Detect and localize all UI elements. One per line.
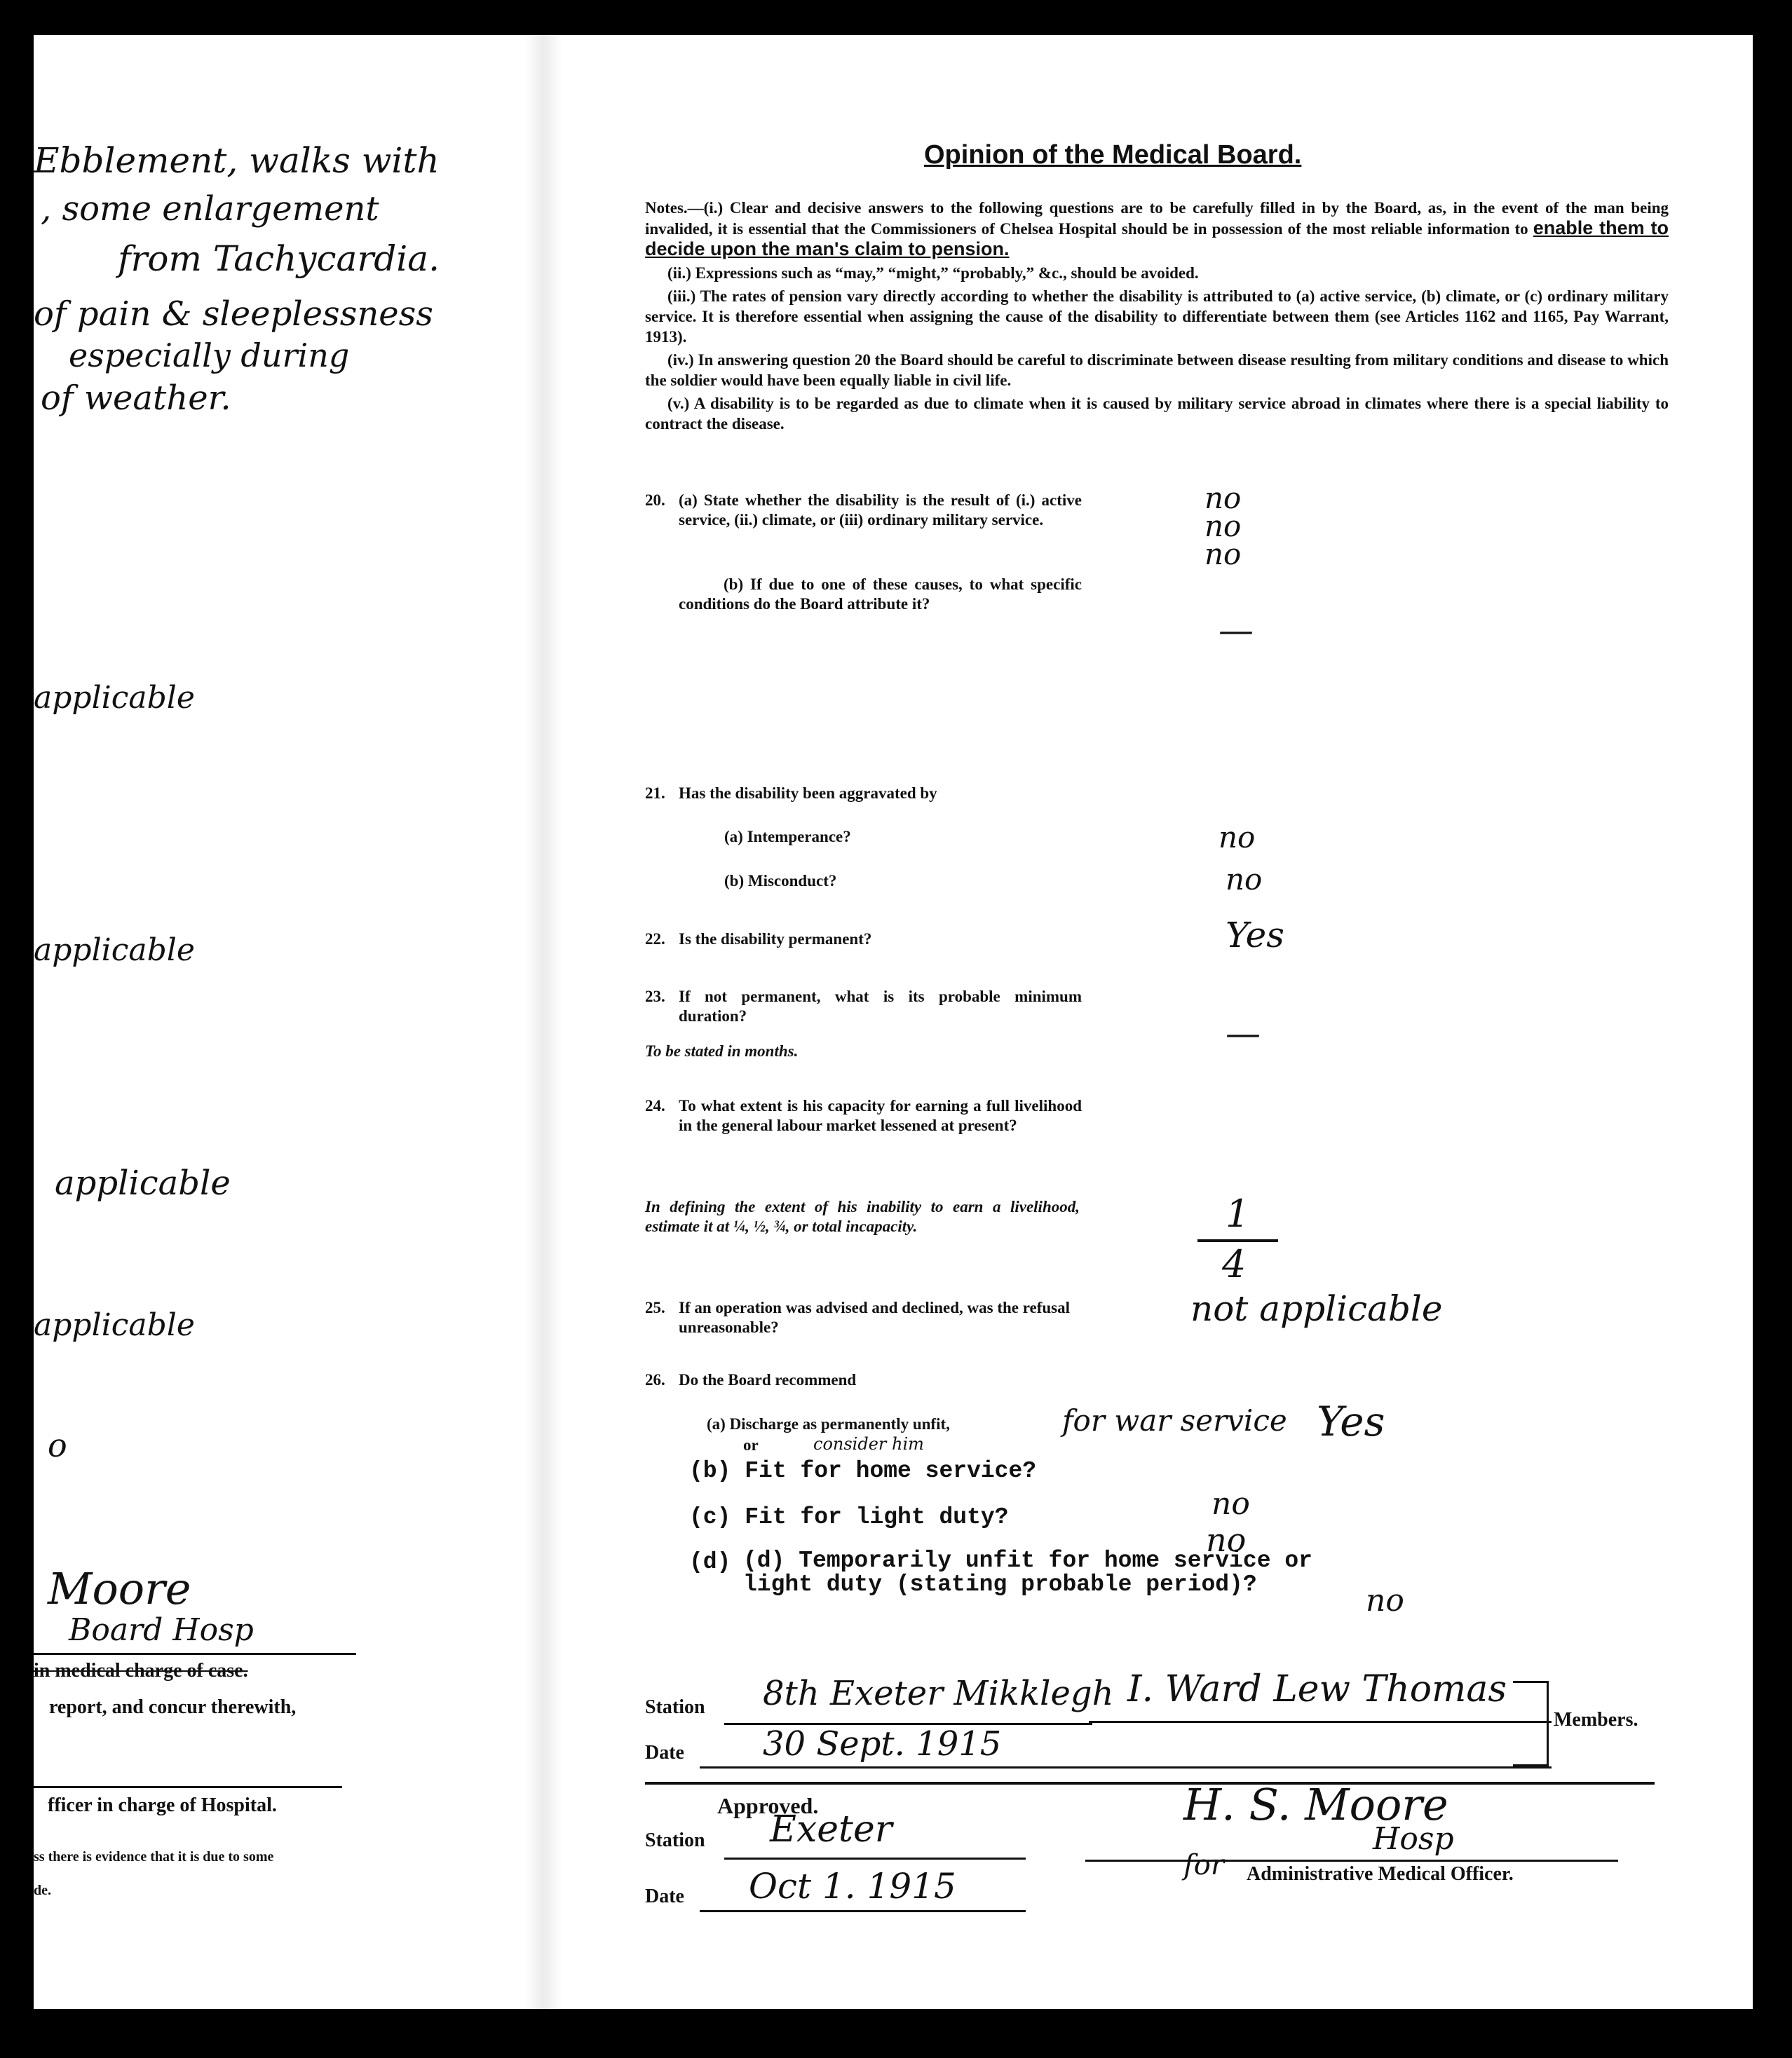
note-1-text: Notes.—(i.) Clear and decisive answers to the following questions are to be carefully filled in by the Board, as, in the event of the man being invalided, it is essential that the Commissioners of Chelsea Hospital should be in possession of the most reliable information to xyxy=(645,199,1669,238)
members-label: Members. xyxy=(1554,1709,1638,1731)
member-signature: I. Ward Lew Thomas xyxy=(1127,1668,1507,1710)
margin-rule-1 xyxy=(34,1653,356,1655)
margin-handwriting-9: applicable xyxy=(55,1164,231,1203)
q22-number: 22. xyxy=(645,930,665,948)
approved-label: Approved. xyxy=(717,1793,819,1818)
q26-a-answer: Yes xyxy=(1317,1398,1385,1445)
station2-label: Station xyxy=(645,1829,705,1851)
station2-value: Exeter xyxy=(770,1808,892,1851)
margin-handwriting-6: of weather. xyxy=(41,379,231,418)
margin-handwriting-2: , some enlargement xyxy=(41,189,379,229)
member-rule-1 xyxy=(1089,1721,1552,1723)
margin-rule-2 xyxy=(34,1786,342,1788)
q26-b-text: (b) Fit for home service? xyxy=(689,1458,1037,1484)
margin-footnote-1: ss there is evidence that it is due to some xyxy=(34,1849,274,1865)
margin-handwriting-5: especially during xyxy=(69,336,350,374)
q20-b-answer: — xyxy=(1219,610,1254,650)
margin-printed-charge: in medical charge of case. xyxy=(34,1660,248,1682)
margin-handwriting-3: from Tachycardia. xyxy=(118,238,440,279)
q24-number: 24. xyxy=(645,1097,665,1115)
margin-handwriting-11: o xyxy=(48,1426,67,1464)
date2-rule xyxy=(700,1910,1026,1912)
note-3: (iii.) The rates of pension vary directly according to whether the disability is attributed to (a) active service, (b) climate, or (c) ordinary military service. It is therefore essential when assigning the cause of the disability to differentiate between them (see Articles 1162 and 1165, Pay Warrant, 1913). xyxy=(645,287,1669,346)
margin-printed-officer: fficer in charge of Hospital. xyxy=(48,1794,277,1816)
q24-text: To what extent is his capacity for earning a full livelihood in the general labour market lessened at present? xyxy=(679,1097,1082,1134)
section-separator xyxy=(645,1782,1655,1785)
document-sheet xyxy=(34,35,1753,2009)
note-1 xyxy=(645,198,1669,260)
q24-note: In defining the extent of his inability to earn a livelihood, estimate it at ¼, ½, ¾, or total incapacity. xyxy=(645,1198,1080,1235)
margin-handwriting-8: applicable xyxy=(34,932,195,968)
q20-b-text: (b) If due to one of these causes, to what specific conditions do the Board attribute it? xyxy=(679,575,1082,613)
margin-signature-2: Board Hosp xyxy=(69,1612,254,1648)
q21-number: 21. xyxy=(645,784,665,802)
q21-a-text: (a) Intemperance? xyxy=(724,828,851,845)
q26-d-answer: no xyxy=(1366,1583,1404,1619)
margin-printed-report: report, and concur therewith, xyxy=(49,1696,297,1718)
station2-rule xyxy=(724,1858,1026,1860)
q26-a-insert: for war service xyxy=(1062,1403,1287,1438)
note-4: (iv.) In answering question 20 the Board should be careful to discriminate between disease resulting from military conditions and disease to which the soldier would have been equally liable in civil life. xyxy=(645,351,1669,389)
station-label: Station xyxy=(645,1696,705,1718)
officer-prefix: for xyxy=(1183,1849,1225,1881)
margin-handwriting-7: applicable xyxy=(34,680,195,716)
page-fold xyxy=(524,35,562,2009)
note-2: (ii.) Expressions such as “may,” “might,” “probably,” &c., should be avoided. xyxy=(667,264,1199,282)
member-rule-2 xyxy=(1089,1766,1552,1769)
date2-value: Oct 1. 1915 xyxy=(749,1866,956,1907)
q24-answer-denominator: 4 xyxy=(1222,1242,1247,1286)
q23-note: To be stated in months. xyxy=(645,1042,799,1060)
q25-answer: not applicable xyxy=(1190,1288,1443,1329)
date-rule xyxy=(700,1766,1092,1769)
q26-number: 26. xyxy=(645,1371,665,1389)
q20-a-text: (a) State whether the disability is the result of (i.) active service, (ii.) climate, or (iii) ordinary military service. xyxy=(679,491,1082,529)
q25-text: If an operation was advised and declined, was the refusal unreasonable? xyxy=(679,1299,1071,1336)
q26-d-text: (d) Temporarily unfit for home service or light duty (stating probable period)? xyxy=(743,1548,1312,1597)
margin-signature-1: Moore xyxy=(48,1563,191,1614)
date2-label: Date xyxy=(645,1886,684,1907)
margin-handwriting-10: applicable xyxy=(34,1307,195,1343)
q26-c-answer: no xyxy=(1206,1521,1247,1559)
q26-text: Do the Board recommend xyxy=(679,1371,857,1389)
q20-answer-2: no xyxy=(1204,509,1242,543)
margin-handwriting-4: of pain & sleeplessness xyxy=(34,294,433,334)
margin-footnote-2: de. xyxy=(34,1883,51,1898)
members-bracket xyxy=(1513,1681,1549,1766)
page-title: Opinion of the Medical Board. xyxy=(924,140,1302,170)
q22-text: Is the disability permanent? xyxy=(679,930,872,948)
q20-answer-3: no xyxy=(1204,537,1242,571)
margin-handwriting-1: Ebblement, walks with xyxy=(34,140,440,181)
q26-b-answer: no xyxy=(1211,1486,1250,1522)
q26-d-label: (d) xyxy=(689,1549,731,1575)
q23-answer: — xyxy=(1226,1013,1261,1054)
q24-answer-numerator: 1 xyxy=(1226,1192,1250,1236)
note-5: (v.) A disability is to be regarded as due to climate when it is caused by military service abroad in climates where there is a special liability to contract the disease. xyxy=(645,395,1669,432)
q26-a-text: (a) Discharge as permanently unfit, xyxy=(707,1415,950,1433)
q26-a-or: or xyxy=(743,1436,759,1454)
q21-a-answer: no xyxy=(1219,820,1256,854)
station-value: 8th Exeter Mikklegh xyxy=(763,1674,1114,1713)
q21-text: Has the disability been aggravated by xyxy=(679,784,937,802)
q20-number: 20. xyxy=(645,491,665,509)
officer-signature: H. S. Moore xyxy=(1183,1779,1448,1830)
notes-block xyxy=(645,198,1669,437)
note-1-emphasis: enable them to decide upon the man's claim to pension. xyxy=(645,217,1669,259)
q21-b-answer: no xyxy=(1226,862,1263,897)
q22-answer: Yes xyxy=(1226,915,1284,955)
officer-title: Administrative Medical Officer. xyxy=(1247,1863,1514,1885)
q23-text: If not permanent, what is its probable minimum duration? xyxy=(679,988,1082,1025)
q21-b-text: (b) Misconduct? xyxy=(724,872,837,890)
q23-number: 23. xyxy=(645,988,665,1005)
officer-signature-2: Hosp xyxy=(1373,1821,1454,1857)
date-label: Date xyxy=(645,1742,684,1764)
officer-rule xyxy=(1085,1860,1618,1862)
q20-answer-1: no xyxy=(1204,481,1242,515)
q26-c-text: (c) Fit for light duty? xyxy=(689,1504,1009,1530)
date-value: 30 Sept. 1915 xyxy=(763,1724,1002,1764)
q25-number: 25. xyxy=(645,1299,665,1316)
q26-a-insert-2: consider him xyxy=(813,1434,924,1454)
